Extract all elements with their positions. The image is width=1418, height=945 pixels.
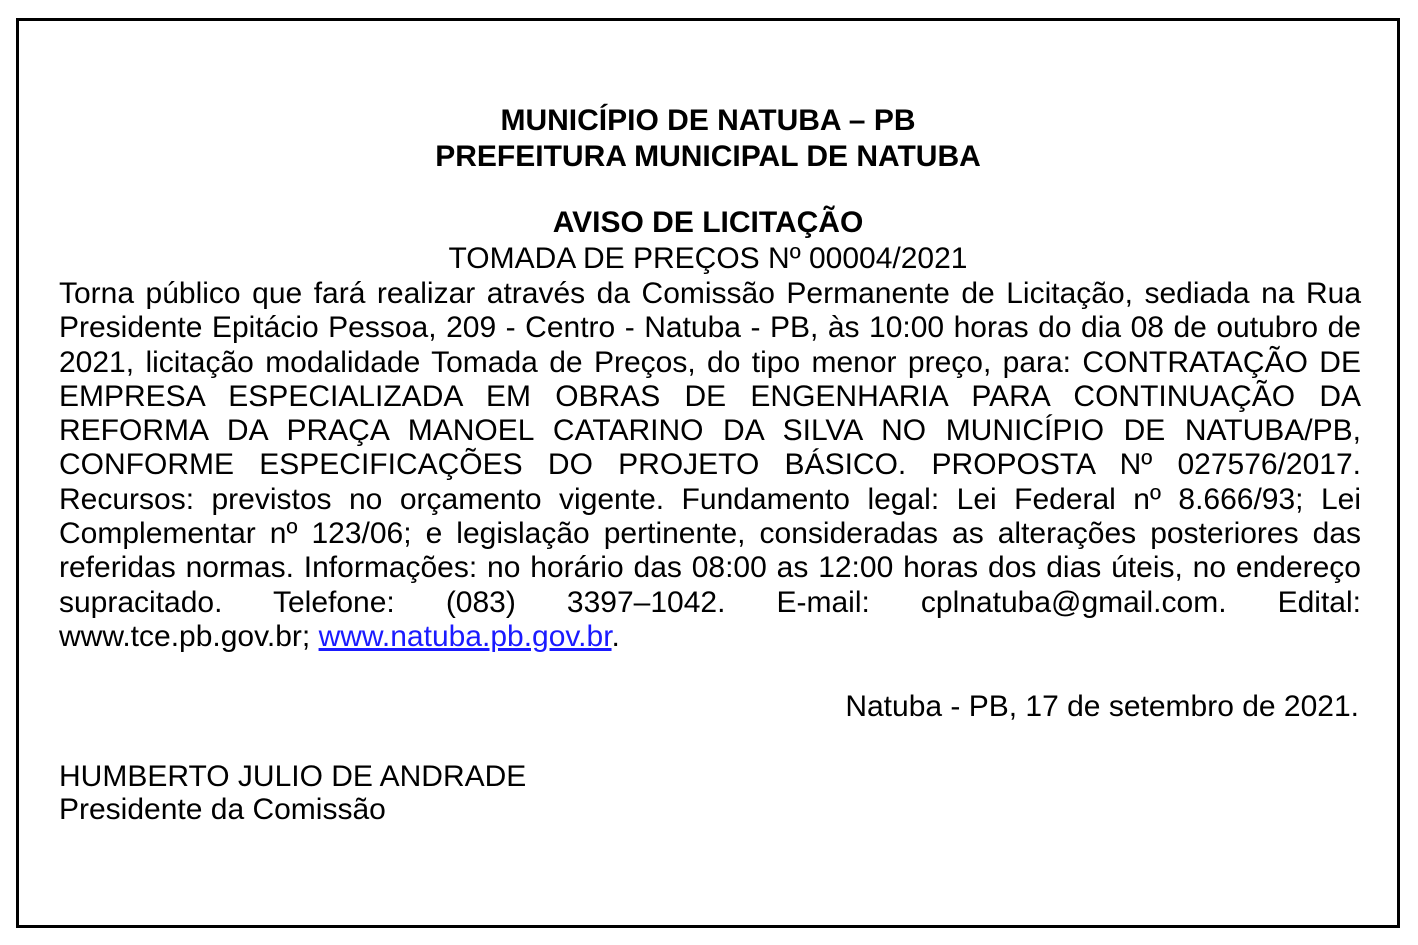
- modalidade-subtitle: TOMADA DE PREÇOS Nº 00004/2021: [448, 242, 968, 275]
- prefeitura-heading: PREFEITURA MUNICIPAL DE NATUBA: [435, 140, 981, 173]
- signer-role: Presidente da Comissão: [59, 793, 386, 826]
- notice-frame: [16, 18, 1400, 928]
- date-line: Natuba - PB, 17 de setembro de 2021.: [845, 690, 1359, 723]
- natuba-website-link[interactable]: www.natuba.pb.gov.br: [318, 619, 612, 653]
- notice-body-end: .: [611, 619, 620, 653]
- notice-body: [59, 277, 1361, 654]
- municipio-heading: MUNICÍPIO DE NATUBA – PB: [500, 104, 916, 137]
- aviso-title: AVISO DE LICITAÇÃO: [552, 206, 864, 239]
- signer-name: HUMBERTO JULIO DE ANDRADE: [59, 760, 527, 793]
- notice-body-text: Torna público que fará realizar através da Comissão Permanente de Licitação, sediada na Rua Presidente Epitácio Pessoa, 209 - Centro - Natuba - PB, às 10:00 horas do dia 08 de outubro de 2021, licitação modalidade Tomada de Preços, do tipo menor preço, para: CONTRATAÇÃO DE EMPRESA ESPECIALIZADA EM OBRAS DE ENGENHARIA PARA CONTINUAÇÃO DA REFORMA DA PRAÇA MANOEL CATARINO DA SILVA NO MUNICÍPIO DE NATUBA/PB, CONFORME ESPECIFICAÇÕES DO PROJETO BÁSICO. PROPOSTA Nº 027576/2017. Recursos: previstos no orçamento vigente. Fundamento legal: Lei Federal nº 8.666/93; Lei Complementar nº 123/06; e legislação pertinente, consideradas as alterações posteriores das referidas normas. Informações: no horário das 08:00 as 12:00 horas dos dias úteis, no endereço supracitado. Telefone: (083) 3397–1042. E-mail: cplnatuba@gmail.com. Edital: www.tce.pb.gov.br;: [59, 277, 1361, 653]
